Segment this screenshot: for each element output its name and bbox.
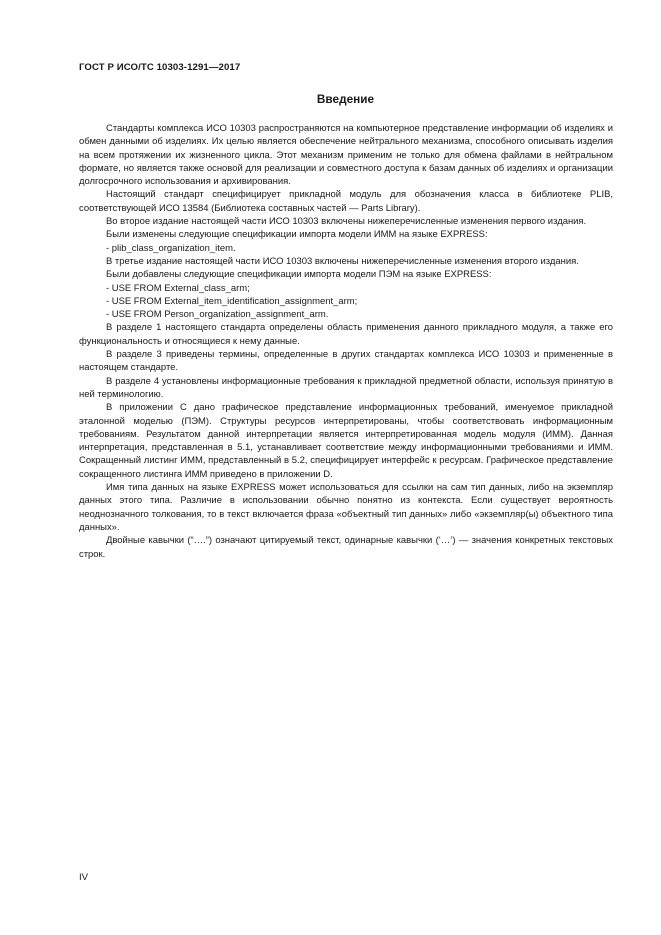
paragraph-section-3: В разделе 3 приведены термины, определенные в других стандартах комплекса ИСО 10303 и примененные в настоящем стандарте. bbox=[79, 349, 613, 374]
standard-designation: ГОСТ Р ИСО/ТС 10303-1291—2017 bbox=[79, 62, 241, 73]
paragraph-annex-c: В приложении С дано графическое представление информационных требований, именуемое прикладной эталонной моделью (ПЭМ). Структуры ресурсов интерпретированы, чтобы соответствовать информационным требованиям. Результатом данной интерпретации является интерпретированная модель модуля (ИММ). Данная интерпретация, представленная в 5.1, устанавливает соответствие между информационными требованиями и ИММ. Сокращенный листинг ИММ, представленный в 5.2, специфицирует интерфейс к ресурсам. Графическое представление сокращенного листинга ИММ приведено в приложении D. bbox=[79, 402, 613, 480]
list-item-added-import: - USE FROM External_item_identification_assignment_arm; bbox=[106, 295, 358, 307]
list-item-changed-import: - plib_class_organization_item. bbox=[106, 242, 236, 254]
paragraph-express-types: Имя типа данных на языке EXPRESS может использоваться для ссылки на сам тип данных, либо на экземпляр данных этого типа. Различие в использовании обычно понятно из контекста. Если существует вероятность неоднозначного толкования, то в текст включается фраза «объектный тип данных» либо «экземпляр(ы) объектного типа данных». bbox=[79, 482, 613, 533]
paragraph-second-edition: Во второе издание настоящей части ИСО 10303 включены нижеперечисленные изменения первого издания. bbox=[106, 216, 587, 228]
section-title: Введение bbox=[316, 92, 375, 106]
body-text bbox=[79, 122, 613, 561]
paragraph-section-4: В разделе 4 установлены информационные требования к прикладной предметной области, используя принятую в ней терминологию. bbox=[79, 375, 613, 400]
paragraph-quotes: Двойные кавычки (“….”) означают цитируемый текст, одинарные кавычки (‘…’) — значения конкретных текстовых строк. bbox=[79, 535, 613, 560]
paragraph-added-imports: Были добавлены следующие спецификации импорта модели ПЭМ на языке EXPRESS: bbox=[106, 269, 492, 281]
paragraph-scope: Стандарты комплекса ИСО 10303 распространяются на компьютерное представление информации об изделиях и обмен данными об изделиях. Их целью является обеспечение нейтрального механизма, способного описывать изделия на всем протяжении их жизненного цикла. Этот механизм применим не только для обмена файлами в нейтральном формате, но является также основой для реализации и совместного доступа к базам данных об изделиях и организации долгосрочного использования и архивирования. bbox=[79, 123, 613, 188]
paragraph-changed-imports: Были изменены следующие спецификации импорта модели ИММ на языке EXPRESS: bbox=[106, 229, 488, 241]
list-item-added-import: - USE FROM External_class_arm; bbox=[106, 282, 250, 294]
paragraph-third-edition: В третье издание настоящей части ИСО 10303 включены нижеперечисленные изменения второго издания. bbox=[106, 255, 579, 267]
paragraph-section-1: В разделе 1 настоящего стандарта определены область применения данного прикладного модуля, а также его функциональность и относящиеся к нему данные. bbox=[79, 322, 613, 347]
paragraph-purpose: Настоящий стандарт специфицирует прикладной модуль для обозначения класса в библиотеке PLIB, соответствующей ИСО 13584 (Библиотека составных частей — Parts Library). bbox=[79, 189, 613, 214]
page-number: IV bbox=[79, 872, 89, 883]
list-item-added-import: - USE FROM Person_organization_assignment_arm. bbox=[106, 309, 329, 321]
